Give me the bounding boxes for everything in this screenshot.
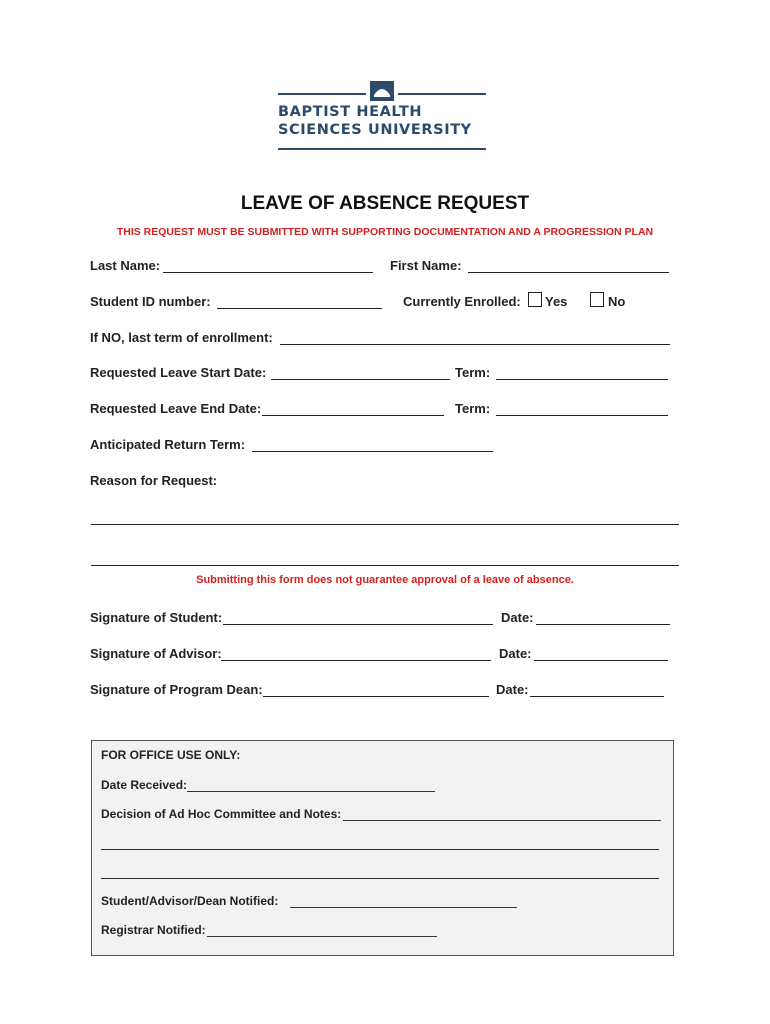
advisor-date-label: Date: <box>499 646 532 661</box>
student-id-field[interactable] <box>217 308 382 309</box>
notified-label: Student/Advisor/Dean Notified: <box>101 894 279 908</box>
enrolled-yes-label: Yes <box>545 294 568 309</box>
first-name-label: First Name: <box>390 258 462 273</box>
leave-start-field[interactable] <box>271 379 450 380</box>
leave-end-field[interactable] <box>262 415 444 416</box>
registrar-notified-label: Registrar Notified: <box>101 923 206 937</box>
logo-line-1: BAPTIST HEALTH <box>278 104 423 120</box>
return-term-label: Anticipated Return Term: <box>90 437 246 452</box>
last-term-field[interactable] <box>280 344 670 345</box>
dean-date-label: Date: <box>496 682 529 697</box>
date-received-field[interactable] <box>187 791 435 792</box>
return-term-field[interactable] <box>252 451 493 452</box>
reason-line-2[interactable] <box>91 565 679 566</box>
last-term-label: If NO, last term of enrollment: <box>90 330 273 345</box>
enrolled-yes-checkbox[interactable] <box>528 292 542 307</box>
page-title: LEAVE OF ABSENCE REQUEST <box>240 193 530 214</box>
decision-label: Decision of Ad Hoc Committee and Notes: <box>101 807 342 821</box>
notes-line-2[interactable] <box>101 878 659 879</box>
student-signature-field[interactable] <box>223 624 493 625</box>
first-name-field[interactable] <box>468 272 669 273</box>
start-term-label: Term: <box>455 365 491 380</box>
currently-enrolled-label: Currently Enrolled: <box>403 294 521 309</box>
end-term-field[interactable] <box>496 415 668 416</box>
enrolled-no-checkbox[interactable] <box>590 292 604 307</box>
last-name-label: Last Name: <box>90 258 161 273</box>
advisor-signature-label: Signature of Advisor: <box>90 646 222 661</box>
student-id-label: Student ID number: <box>90 294 211 309</box>
last-name-field[interactable] <box>163 272 373 273</box>
logo-rule-bottom <box>278 148 486 150</box>
shield-arch-icon <box>369 80 395 102</box>
logo-rule-left <box>278 93 366 95</box>
dean-signature-field[interactable] <box>263 696 489 697</box>
leave-start-label: Requested Leave Start Date: <box>90 365 267 380</box>
leave-end-label: Requested Leave End Date: <box>90 401 262 416</box>
end-term-label: Term: <box>455 401 491 416</box>
reason-line-1[interactable] <box>91 524 679 525</box>
logo-line-2: SCIENCES UNIVERSITY <box>278 122 472 138</box>
approval-disclaimer: Submitting this form does not guarantee approval of a leave of absence. <box>196 574 574 586</box>
student-signature-label: Signature of Student: <box>90 610 223 625</box>
notes-line-1[interactable] <box>101 849 659 850</box>
student-date-label: Date: <box>501 610 534 625</box>
student-date-field[interactable] <box>536 624 670 625</box>
reason-label: Reason for Request: <box>90 473 218 488</box>
submission-notice: THIS REQUEST MUST BE SUBMITTED WITH SUPPORTING DOCUMENTATION AND A PROGRESSION PLAN <box>116 226 654 238</box>
start-term-field[interactable] <box>496 379 668 380</box>
dean-date-field[interactable] <box>530 696 664 697</box>
logo-rule-right <box>398 93 486 95</box>
enrolled-no-label: No <box>608 294 626 309</box>
decision-field[interactable] <box>343 820 661 821</box>
office-use-heading: FOR OFFICE USE ONLY: <box>101 748 241 762</box>
notified-field[interactable] <box>290 907 517 908</box>
registrar-notified-field[interactable] <box>207 936 437 937</box>
date-received-label: Date Received: <box>101 778 188 792</box>
advisor-date-field[interactable] <box>534 660 668 661</box>
advisor-signature-field[interactable] <box>221 660 491 661</box>
dean-signature-label: Signature of Program Dean: <box>90 682 263 697</box>
